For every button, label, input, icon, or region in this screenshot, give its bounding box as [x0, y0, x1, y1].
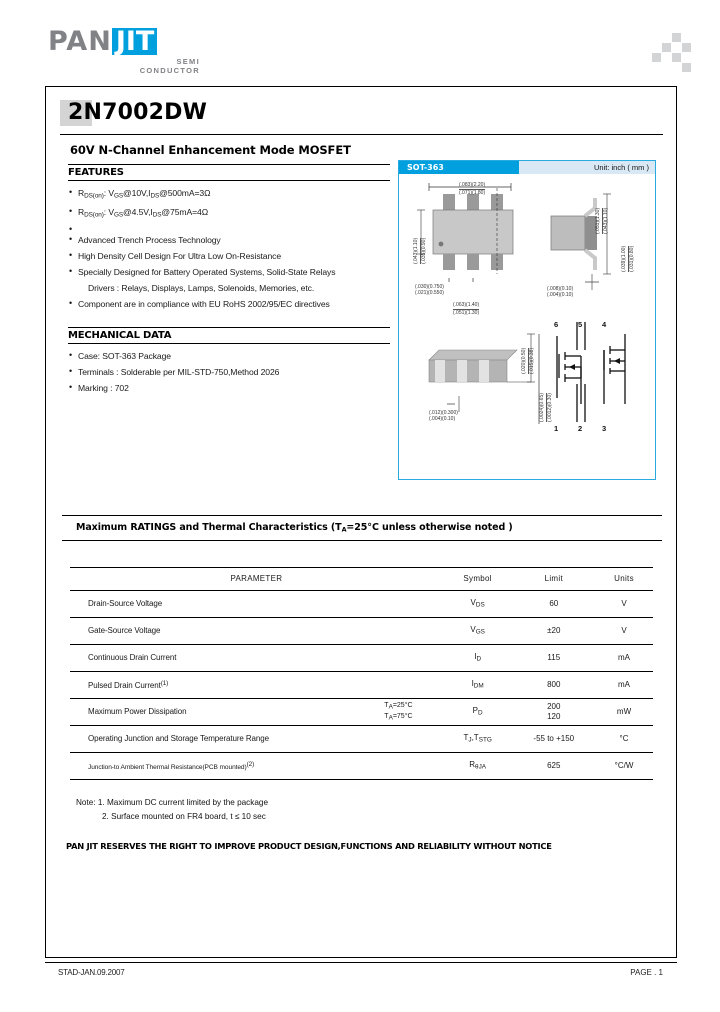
row-1-parameter: Gate-Source Voltage	[70, 617, 354, 644]
row-4-limit	[513, 698, 596, 725]
dim-body-length: (.083)(2.20) (.071)(1.80)	[459, 182, 486, 196]
table-row	[70, 617, 653, 644]
col-parameter: PARAMETER	[70, 567, 443, 590]
left-column	[68, 164, 390, 398]
product-subtitle: 60V N-Channel Enhancement Mode MOSFET	[70, 143, 351, 157]
row-0-unit: V	[595, 590, 653, 617]
table-row	[70, 725, 653, 752]
dim-lead-width: (.030)(0.750) (.021)(0.550)	[415, 284, 444, 296]
row-1-limit: ±20	[513, 617, 596, 644]
row-1-condition	[354, 617, 443, 644]
logo-subtext	[48, 57, 200, 75]
pin-label-3: 3	[602, 424, 607, 433]
row-3-parameter: Pulsed Drain Current$^{(1)}$	[70, 671, 354, 698]
col-limit: Limit	[513, 567, 596, 590]
logo-subtext-line2: CONDUCTOR	[139, 66, 200, 75]
logo-jit-text: JIT	[112, 28, 158, 55]
pin-label-6: 6	[554, 320, 559, 329]
dim-height-front: (.020)(0.50) (.015)(0.38)	[521, 347, 535, 374]
package-name-badge: SOT-363	[399, 161, 519, 174]
row-2-parameter: Continuous Drain Current	[70, 644, 354, 671]
package-outline-svg	[399, 174, 655, 479]
logo-subtext-line1: SEMI	[176, 57, 200, 66]
package-drawing-panel	[398, 160, 656, 480]
row-4-unit: mW	[595, 698, 653, 725]
table-row	[70, 752, 653, 779]
table-row	[70, 671, 653, 698]
feature-item-0: • Advanced Trench Process Technology	[68, 234, 390, 247]
row-1-unit: V	[595, 617, 653, 644]
package-header	[399, 161, 655, 174]
ratings-section	[62, 515, 662, 780]
package-unit-label: Unit: inch ( mm )	[593, 163, 649, 172]
row-4-parameter: Maximum Power Dissipation	[70, 698, 354, 725]
logo-wordmark	[48, 28, 248, 55]
mechanical-heading: MECHANICAL DATA	[68, 327, 390, 344]
feature-item-3: Drivers : Relays, Displays, Lamps, Solenoids, Memories, etc.	[88, 283, 315, 293]
mechanical-item-1: • Terminals : Solderable per MIL-STD-750,Method 2026	[68, 366, 390, 379]
dim-body-thickness: (.0024)(0.65) (.0012)(0.30)	[539, 393, 553, 422]
front-view	[429, 334, 535, 412]
dim-lead-pitch: (.063)(1.40) (.051)(1.30)	[453, 302, 480, 316]
table-row	[70, 698, 653, 725]
dim-standoff: (.051)(1.30) (.043)(1.10)	[595, 207, 609, 234]
row-4-limit-line2: 120	[547, 711, 561, 721]
row-3-symbol: $I_{DM}$	[443, 671, 513, 698]
row-5-limit: -55 to +150	[513, 725, 596, 752]
row-6-parameter: Junction-to Ambient Thermal Resistance(PCB mounted)$^{(2)}$	[70, 752, 354, 779]
feature-rdson-10v: • $R_{DS(on)}$: $V_{GS}@10V,I_{DS}@500mA=3\Omega$	[68, 187, 390, 203]
row-4-cond-line2: $T_A=75^\circ C$	[384, 712, 413, 721]
row-3-unit: mA	[595, 671, 653, 698]
mechanical-item-0: • Case: SOT-363 Package	[68, 350, 390, 363]
feature-item-2: • Specially Designed for Battery Operated Systems, Solid-State Relays	[68, 266, 390, 279]
footer-revision: STAD-JAN.09.2007	[58, 968, 125, 977]
row-0-symbol: $V_{DS}$	[443, 590, 513, 617]
mechanical-item-2: • Marking : 702	[68, 382, 390, 395]
row-5-parameter: Operating Junction and Storage Temperature Range	[70, 725, 354, 752]
row-6-unit: °C/W	[595, 752, 653, 779]
title-divider	[60, 134, 663, 135]
feature-item-1: • High Density Cell Design For Ultra Low On-Resistance	[68, 250, 390, 263]
row-4-condition	[354, 698, 443, 725]
row-5-unit: °C	[595, 725, 653, 752]
dim-overall-height: (.039)(1.00) (.031)(0.80)	[621, 245, 635, 272]
row-6-limit: 625	[513, 752, 596, 779]
row-6-symbol: $R_{\theta JA}$	[443, 752, 513, 779]
pin-label-1: 1	[554, 424, 559, 433]
ratings-title: Maximum RATINGS and Thermal Characteristics ($T_A=25^\circ C$ unless otherwise noted )	[62, 515, 662, 541]
features-spacer	[68, 224, 390, 231]
row-2-limit: 115	[513, 644, 596, 671]
row-2-symbol: $I_D$	[443, 644, 513, 671]
mechanical-list	[68, 344, 390, 395]
page-title: 2N7002DW	[68, 100, 208, 125]
dim-lead-foot: (.012)(0.300) (.004)(0.10)	[429, 410, 458, 422]
dim-foot-thickness: (.008)(0.10) (.004)(0.10)	[547, 286, 574, 298]
row-1-symbol: $V_{GS}$	[443, 617, 513, 644]
row-0-parameter: Drain-Source Voltage	[70, 590, 354, 617]
logo-pan-text: PAN	[48, 26, 112, 57]
note-line-2: 2. Surface mounted on FR4 board, t ≤ 10 sec	[102, 812, 266, 821]
top-view	[417, 183, 513, 282]
table-header-row	[70, 567, 653, 590]
row-0-condition	[354, 590, 443, 617]
row-5-symbol: $T_J,T_{STG}$	[443, 725, 513, 752]
package-drawing	[399, 174, 655, 479]
row-4-cond-line1: $T_A=25^\circ C$	[384, 702, 413, 711]
row-3-limit: 800	[513, 671, 596, 698]
notes-block	[76, 796, 268, 824]
row-4-symbol: $P_D$	[443, 698, 513, 725]
row-2-condition	[354, 644, 443, 671]
row-0-limit: 60	[513, 590, 596, 617]
features-heading: FEATURES	[68, 164, 390, 181]
company-logo	[48, 28, 248, 75]
pin-label-5: 5	[578, 320, 583, 329]
table-row	[70, 590, 653, 617]
feature-item-4: • Component are in compliance with EU RoHS 2002/95/EC directives	[68, 298, 390, 311]
row-5-condition	[354, 725, 443, 752]
row-3-condition	[354, 671, 443, 698]
dim-body-width: (.043)(1.10) (.035)(0.90)	[413, 237, 427, 264]
footer-divider	[45, 962, 677, 963]
note-line-1: Note: 1. Maximum DC current limited by the package	[76, 798, 269, 807]
footer-page-number: PAGE . 1	[630, 968, 663, 977]
row-4-limit-line1: 200	[547, 701, 561, 711]
pin-label-2: 2	[578, 424, 583, 433]
pin-label-4: 4	[602, 320, 607, 329]
mechanical-block	[68, 327, 390, 395]
ratings-table	[70, 567, 653, 780]
decorative-squares	[644, 33, 690, 71]
part-number-block	[60, 100, 207, 128]
row-2-unit: mA	[595, 644, 653, 671]
features-list	[68, 181, 390, 311]
feature-rdson-45v: • $R_{DS(on)}$: $V_{GS}@4.5V,I_{DS}@75mA=4\Omega$	[68, 206, 390, 222]
col-units: Units	[595, 567, 653, 590]
row-6-condition	[354, 752, 443, 779]
disclaimer-text: PAN JIT RESERVES THE RIGHT TO IMPROVE PRODUCT DESIGN,FUNCTIONS AND RELIABILITY WITHOUT NOTICE	[66, 841, 552, 851]
table-row	[70, 644, 653, 671]
col-symbol: Symbol	[443, 567, 513, 590]
